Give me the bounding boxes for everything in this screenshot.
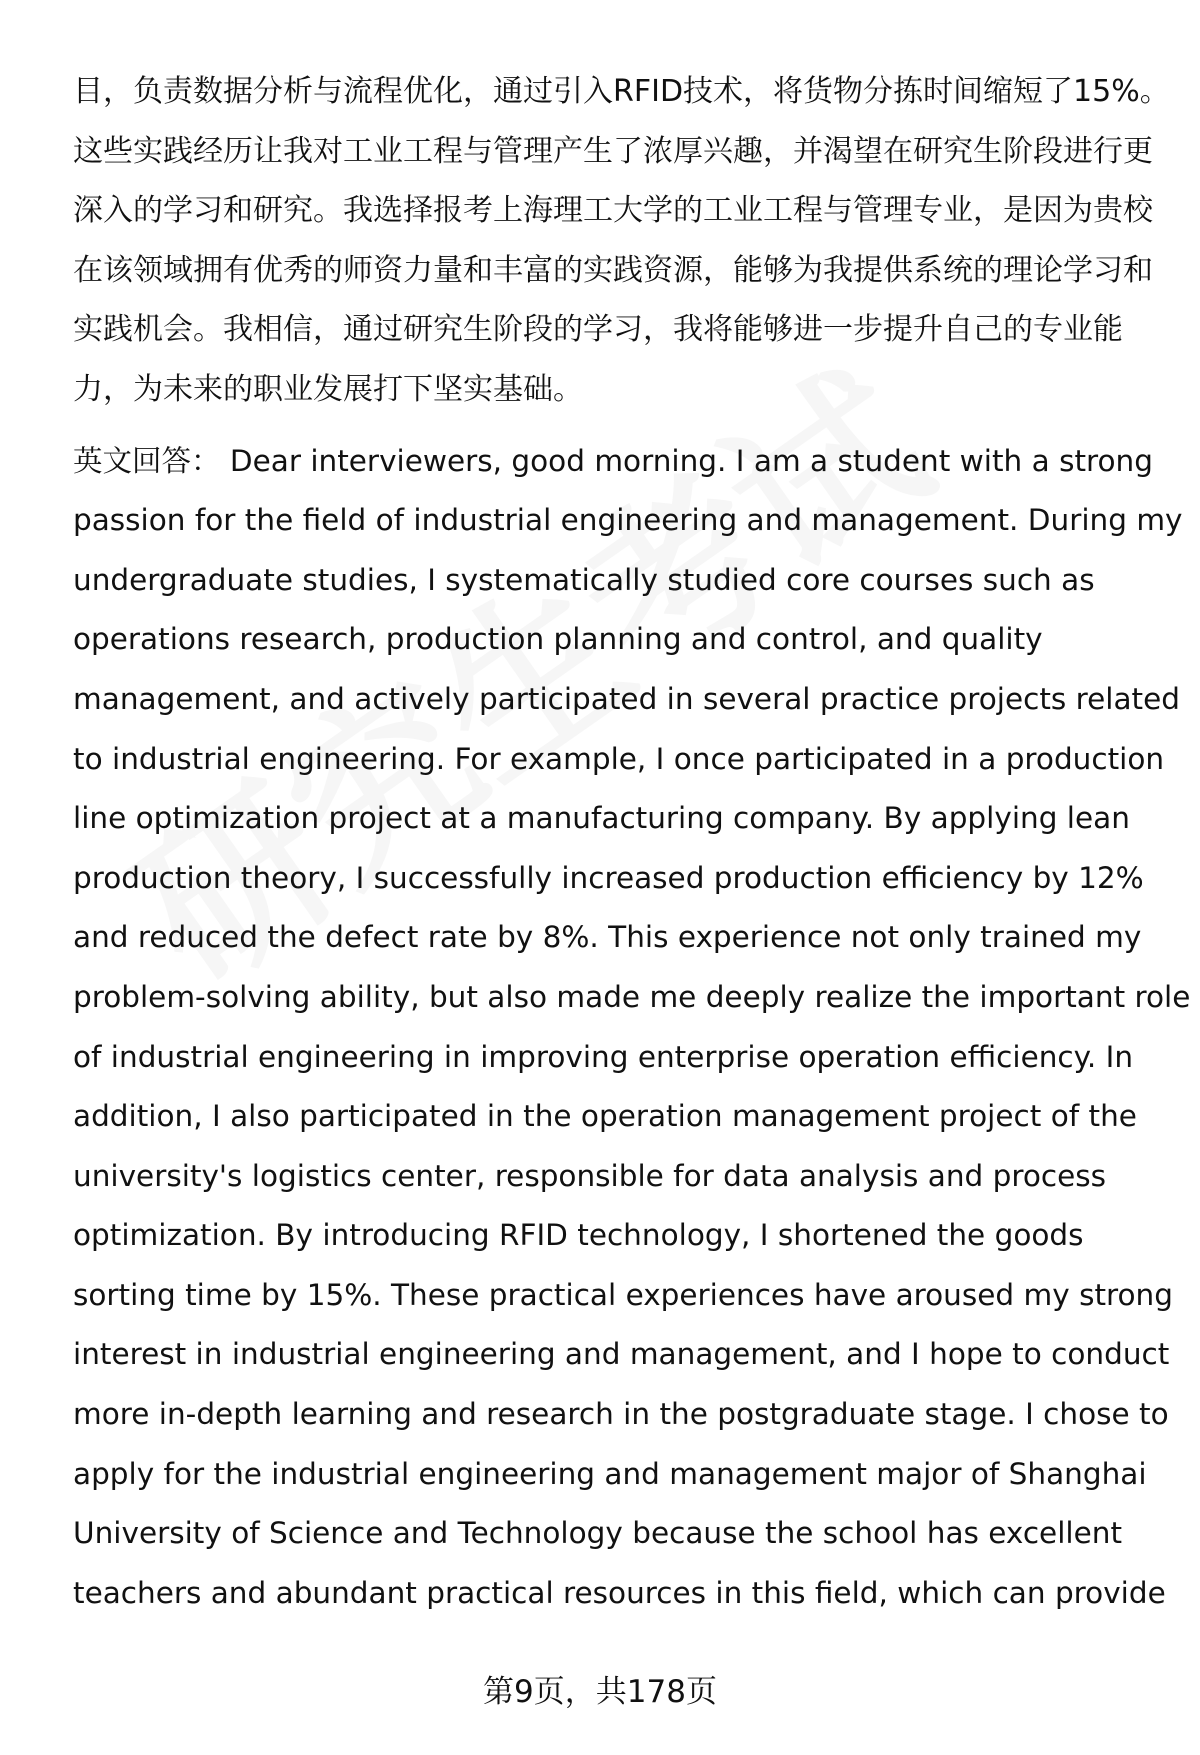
text-line: and reduced the defect rate by 8%. This experience not only trained my (73, 920, 1142, 955)
text-line: to industrial engineering. For example, I once participated in a production (73, 741, 1165, 776)
text-line: 深入的学习和研究。我选择报考上海理工大学的工业工程与管理专业，是因为贵校 (73, 193, 1153, 229)
text-line: teachers and abundant practical resources in this field, which can provide (73, 1575, 1166, 1610)
text-line: management, and actively participated in several practice projects related (73, 681, 1180, 716)
text-line: operations research, production planning and control, and quality (73, 622, 1043, 657)
page-body (73, 62, 1191, 1623)
text-line: passion for the field of industrial engineering and management. During my (73, 503, 1183, 538)
text-line: optimization. By introducing RFID technology, I shortened the goods (73, 1218, 1084, 1253)
text-line: 这些实践经历让我对工业工程与管理产生了浓厚兴趣，并渴望在研究生阶段进行更 (73, 133, 1153, 169)
text-line: University of Science and Technology because the school has excellent (73, 1516, 1123, 1551)
text-line: problem-solving ability, but also made me deeply realize the important role (73, 979, 1191, 1014)
english-answer-paragraph (73, 432, 1191, 1624)
text-line: 实践机会。我相信，通过研究生阶段的学习，我将能够进一步提升自己的专业能 (73, 312, 1123, 348)
text-line: more in-depth learning and research in the postgraduate stage. I chose to (73, 1397, 1169, 1432)
text-line: production theory, I successfully increased production efficiency by 12% (73, 860, 1144, 895)
text-line: addition, I also participated in the operation management project of the (73, 1099, 1137, 1134)
text-line: university's logistics center, responsible for data analysis and process (73, 1158, 1107, 1193)
text-line: 英文回答： Dear interviewers, good morning. I am a student with a strong (73, 443, 1153, 478)
text-line: 在该领域拥有优秀的师资力量和丰富的实践资源，能够为我提供系统的理论学习和 (73, 252, 1153, 288)
text-line: 力，为未来的职业发展打下坚实基础。 (73, 371, 583, 407)
text-line: apply for the industrial engineering and management major of Shanghai (73, 1456, 1147, 1491)
text-line: sorting time by 15%. These practical experiences have aroused my strong (73, 1277, 1173, 1312)
text-line: 目，负责数据分析与流程优化，通过引入RFID技术，将货物分拣时间缩短了15%。 (73, 74, 1170, 109)
page-number-footer: 第9页，共178页 (483, 1674, 717, 1710)
text-line: line optimization project at a manufacturing company. By applying lean (73, 801, 1130, 836)
text-line: of industrial engineering in improving enterprise operation efficiency. In (73, 1039, 1134, 1074)
text-line: undergraduate studies, I systematically studied core courses such as (73, 562, 1095, 597)
chinese-answer-paragraph (73, 62, 1170, 420)
text-line: interest in industrial engineering and management, and I hope to conduct (73, 1337, 1170, 1372)
paragraph-spacer (73, 420, 1153, 432)
